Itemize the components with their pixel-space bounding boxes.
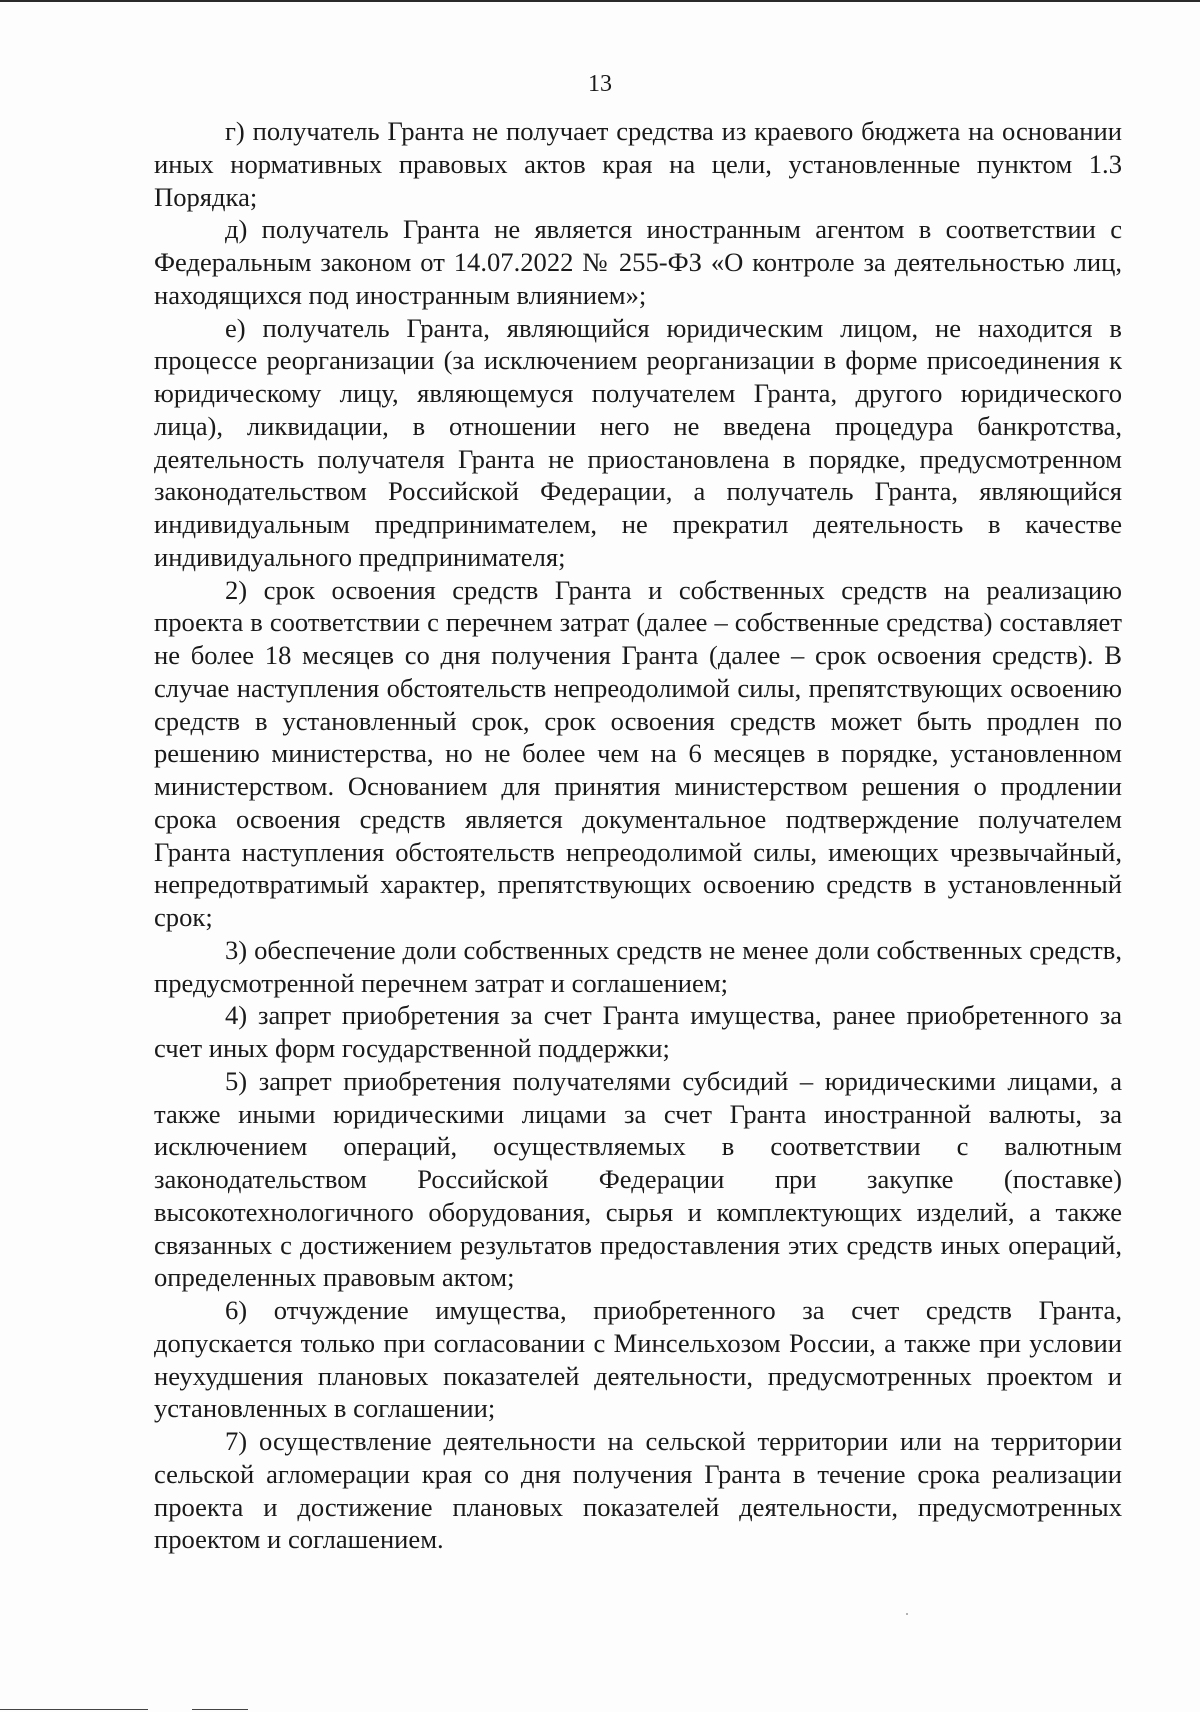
- paragraph-3: 3) обеспечение доли собственных средств не менее доли собственных средств, предусмотренной перечнем затрат и соглашением;: [154, 934, 1122, 998]
- paragraph-4: 4) запрет приобретения за счет Гранта имущества, ранее приобретенного за счет иных форм государственной поддержки;: [154, 1000, 1122, 1063]
- paragraph-6: 6) отчуждение имущества, приобретенного за счет средств Гранта, допускается только при согласовании с Минсельхозом России, а также при условии неухудшения плановых показателей деятельности, предусмотренных проектом и установленных в соглашении;: [154, 1295, 1122, 1424]
- document-body: [154, 115, 1122, 1556]
- paragraph-d: д) получатель Гранта не является иностранным агентом в соответствии с Федеральным законом от 14.07.2022 № 255-ФЗ «О контроле за деятельностью лиц, находящихся под иностранным влиянием»;: [154, 214, 1122, 310]
- paragraph-2: 2) срок освоения средств Гранта и собственных средств на реализацию проекта в соответствии с перечнем затрат (далее – собственные средства) составляет не более 18 месяцев со дня получения Гранта (далее – срок освоения средств). В случае наступления обстоятельств непреодолимой силы, препятствующих освоению средств в установленный срок, срок освоения средств может быть продлен по решению министерства, но не более чем на 6 месяцев в порядке, установленном министерством. Основанием для принятия министерством решения о продлении срока освоения средств является документальное подтверждение получателем Гранта наступления обстоятельств непреодолимой силы, имеющих чрезвычайный, непредотвратимый характер, препятствующих освоению средств в установленный срок;: [154, 574, 1122, 932]
- page-number: 13: [588, 71, 612, 97]
- bottom-scan-line-mid: [192, 1709, 248, 1710]
- top-edge-rule: [0, 0, 1200, 2]
- scan-speck: [906, 1613, 908, 1615]
- paragraph-g: г) получатель Гранта не получает средства из краевого бюджета на основании иных нормативных правовых актов края на цели, установленные пунктом 1.3 Порядка;: [154, 116, 1122, 212]
- bottom-scan-line-left: [0, 1709, 148, 1710]
- paragraph-5: 5) запрет приобретения получателями субсидий – юридическими лицами, а также иными юридическими лицами за счет Гранта иностранной валюты, за исключением операций, осуществляемых в соответствии с валютным законодательством Российской Федерации при закупке (поставке) высокотехнологичного оборудования, сырья и комплектующих изделий, а также связанных с достижением результатов предоставления этих средств иных операций, определенных правовым актом;: [154, 1065, 1122, 1293]
- paragraph-e: е) получатель Гранта, являющийся юридическим лицом, не находится в процессе реорганизации (за исключением реорганизации в форме присоединения к юридическому лицу, являющемуся получателем Гранта, другого юридического лица), ликвидации, в отношении него не введена процедура банкротства, деятельность получателя Гранта не приостановлена в порядке, предусмотренном законодательством Российской Федерации, а получатель Гранта, являющийся индивидуальным предпринимателем, не прекратил деятельность в качестве индивидуального предпринимателя;: [154, 312, 1122, 572]
- paragraph-7: 7) осуществление деятельности на сельской территории или на территории сельской агломерации края со дня получения Гранта в течение срока реализации проекта и достижение плановых показателей деятельности, предусмотренных проектом и соглашением.: [154, 1426, 1122, 1555]
